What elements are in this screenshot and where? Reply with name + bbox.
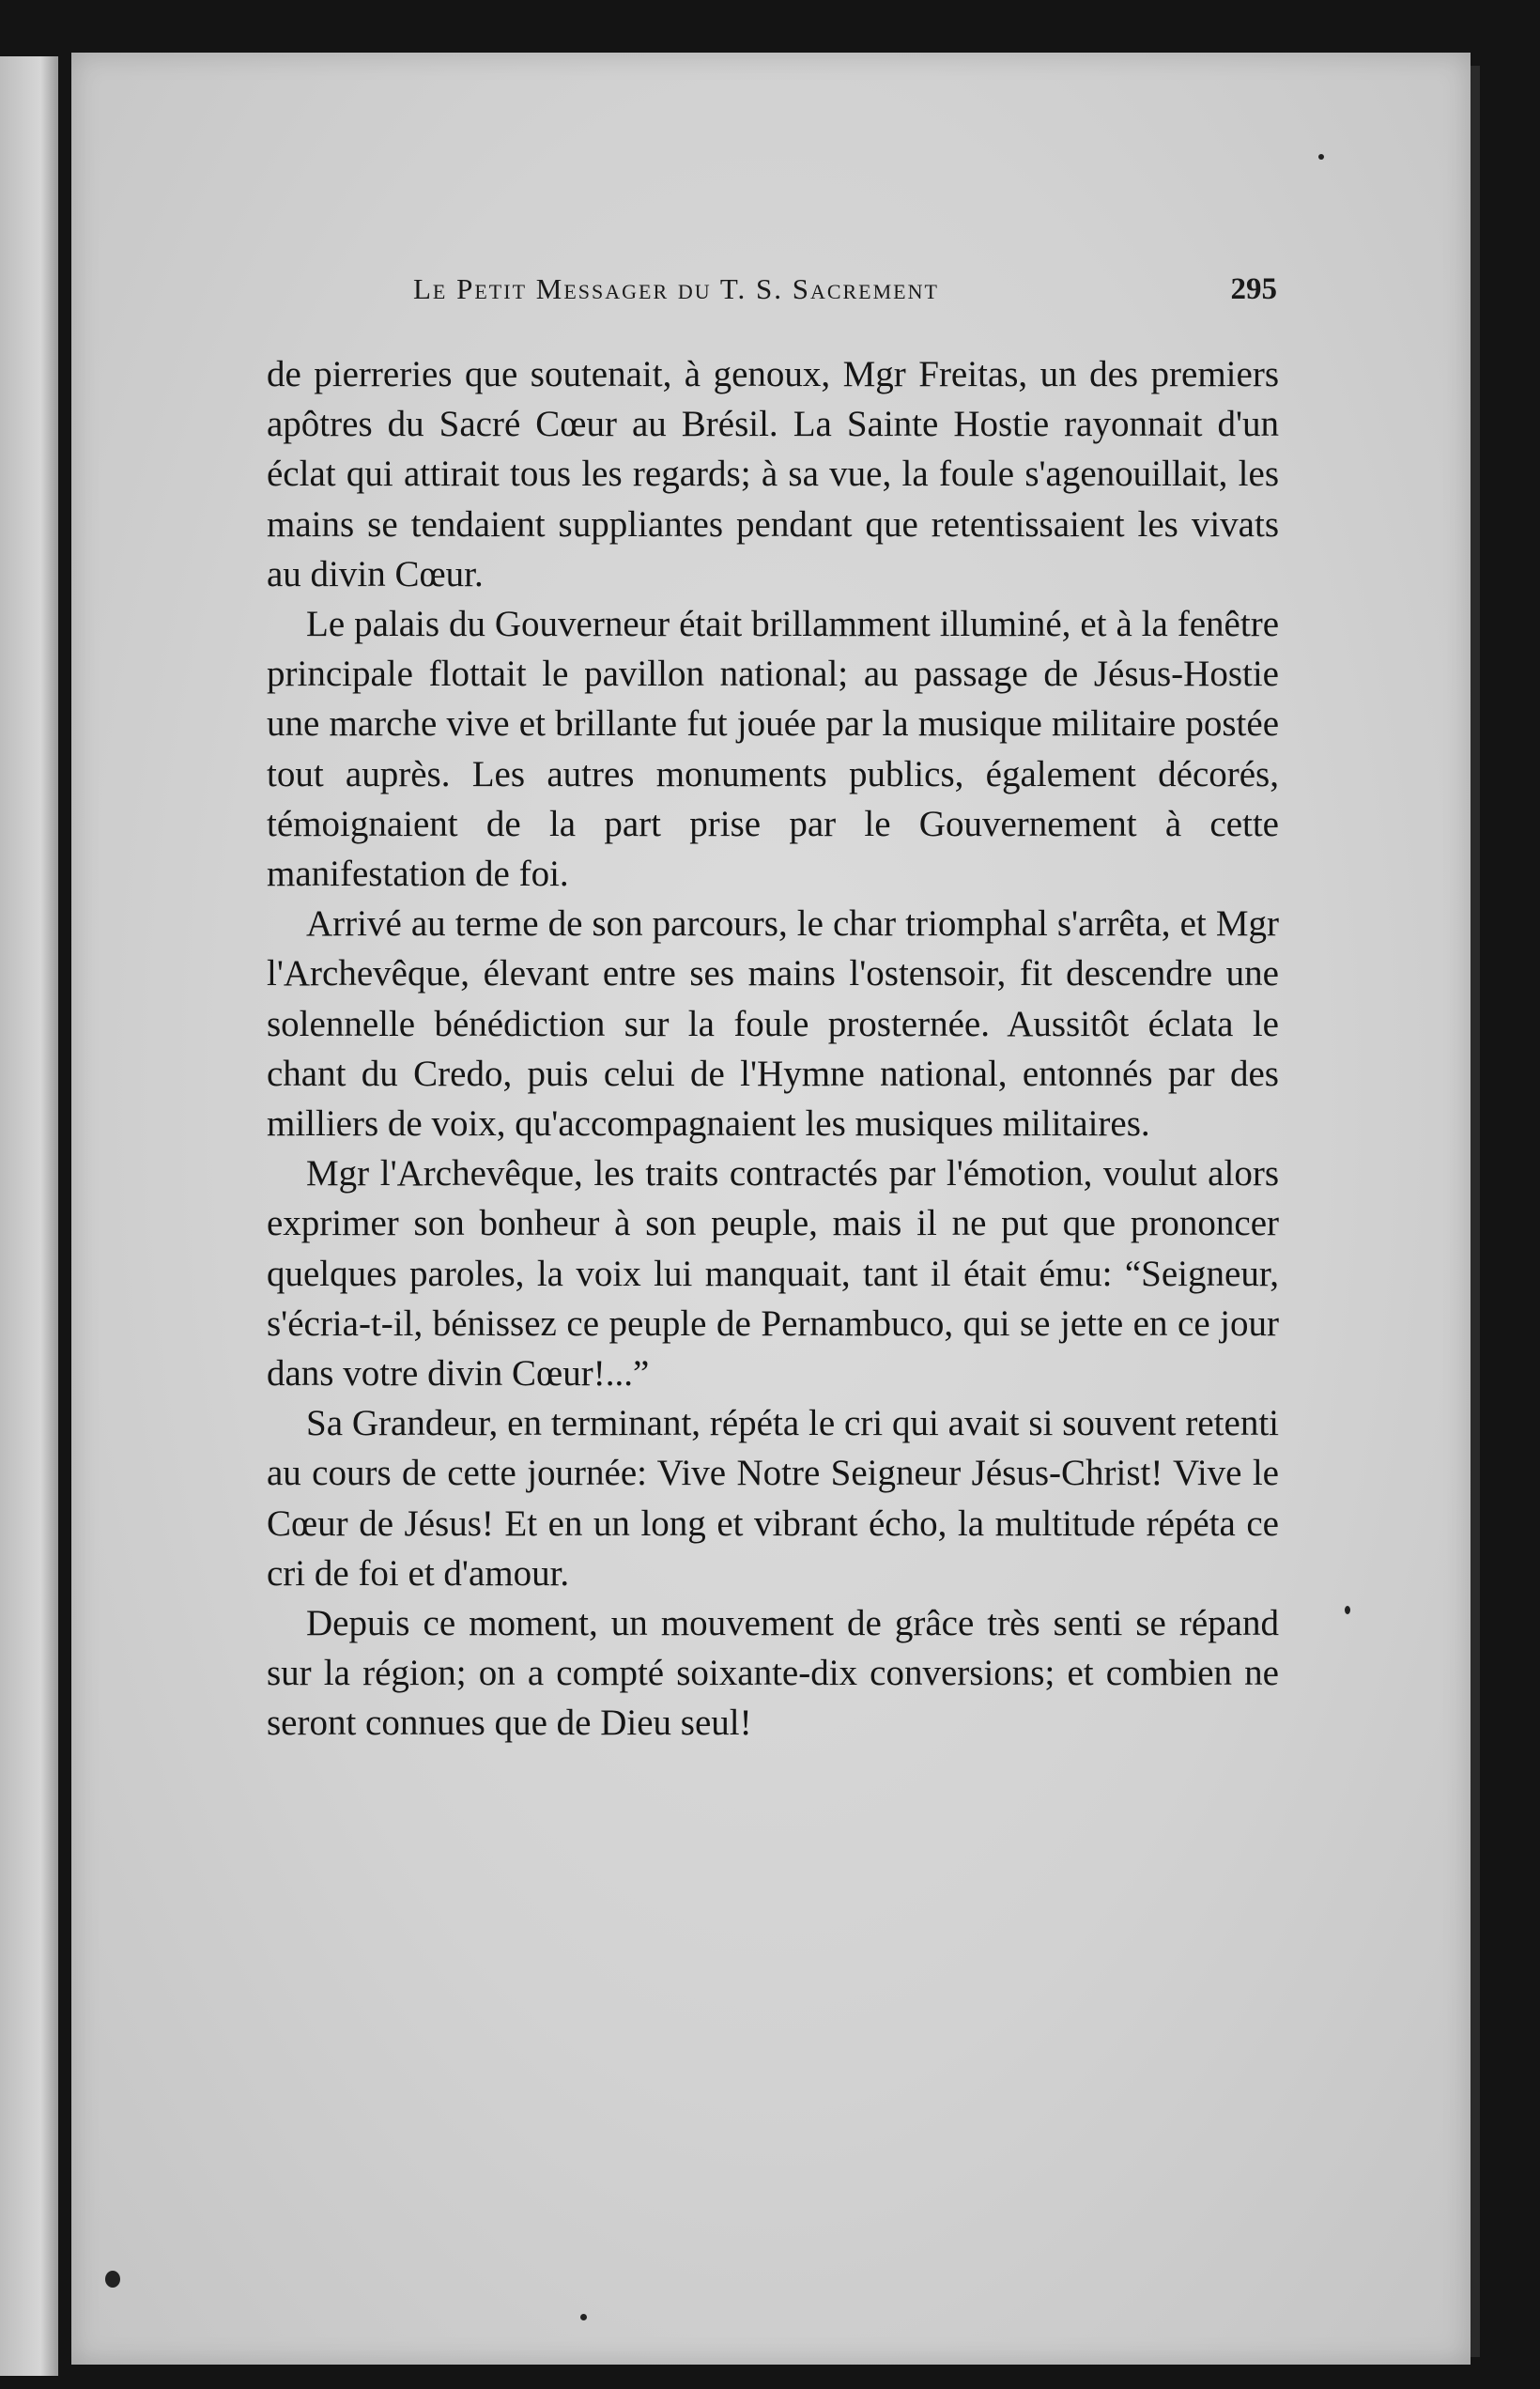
paragraph: Depuis ce moment, un mouvement de grâce très senti se répand sur la région; on a compté soixante-dix conversions; et combien ne seront connues que de Dieu seul! [267, 1603, 1279, 1744]
scan-speck [105, 2271, 120, 2288]
scan-speck [1318, 154, 1324, 160]
running-header [413, 272, 1277, 319]
page-right-edge [1471, 66, 1480, 2357]
running-title: Le Petit Messager du T. S. Sacrement [413, 272, 939, 305]
page-number: 295 [1230, 272, 1277, 306]
paragraph: de pierreries que soutenait, à genoux, Mgr Freitas, un des premiers apôtres du Sacré Cœur au Brésil. La Sainte Hostie rayonnait d'un éclat qui attirait tous les regards; à sa vue, la foule s'agenouillait, les mains se tendaient suppliantes pendant que retentissaient les vivats au divin Cœur. [267, 354, 1279, 594]
body-text [267, 349, 1279, 1749]
previous-page-edge [0, 56, 58, 2376]
scan-speck [1345, 1606, 1350, 1614]
paragraph: Mgr l'Archevêque, les traits contractés par l'émotion, voulut alors exprimer son bonheur à son peuple, mais il ne put que prononcer quelques paroles, la voix lui manquait, tant il était ému: “Seigneur, s'écria-t-il, bénissez ce peuple de Pernambuco, qui se jette en ce jour dans votre divin Cœur!...” [267, 1153, 1279, 1395]
paragraph: Arrivé au terme de son parcours, le char triomphal s'arrêta, et Mgr l'Archevêque, élevant entre ses mains l'ostensoir, fit descendre une solennelle bénédiction sur la foule prosternée. Aussitôt éclata le chant du Credo, puis celui de l'Hymne national, entonnés par des milliers de voix, qu'accompagnaient les musiques militaires. [267, 903, 1279, 1145]
paragraph: Le palais du Gouverneur était brillamment illuminé, et à la fenêtre principale flottait le pavillon national; au passage de Jésus-Hostie une marche vive et brillante fut jouée par la musique militaire postée tout auprès. Les autres monuments publics, également décorés, témoignaient de la part prise par le Gouvernement à cette manifestation de foi. [267, 604, 1279, 895]
scan-speck [580, 2314, 587, 2320]
paragraph: Sa Grandeur, en terminant, répéta le cri qui avait si souvent retenti au cours de cette journée: Vive Notre Seigneur Jésus-Christ! Vive le Cœur de Jésus! Et en un long et vibrant écho, la multitude répéta ce cri de foi et d'amour. [267, 1403, 1279, 1594]
